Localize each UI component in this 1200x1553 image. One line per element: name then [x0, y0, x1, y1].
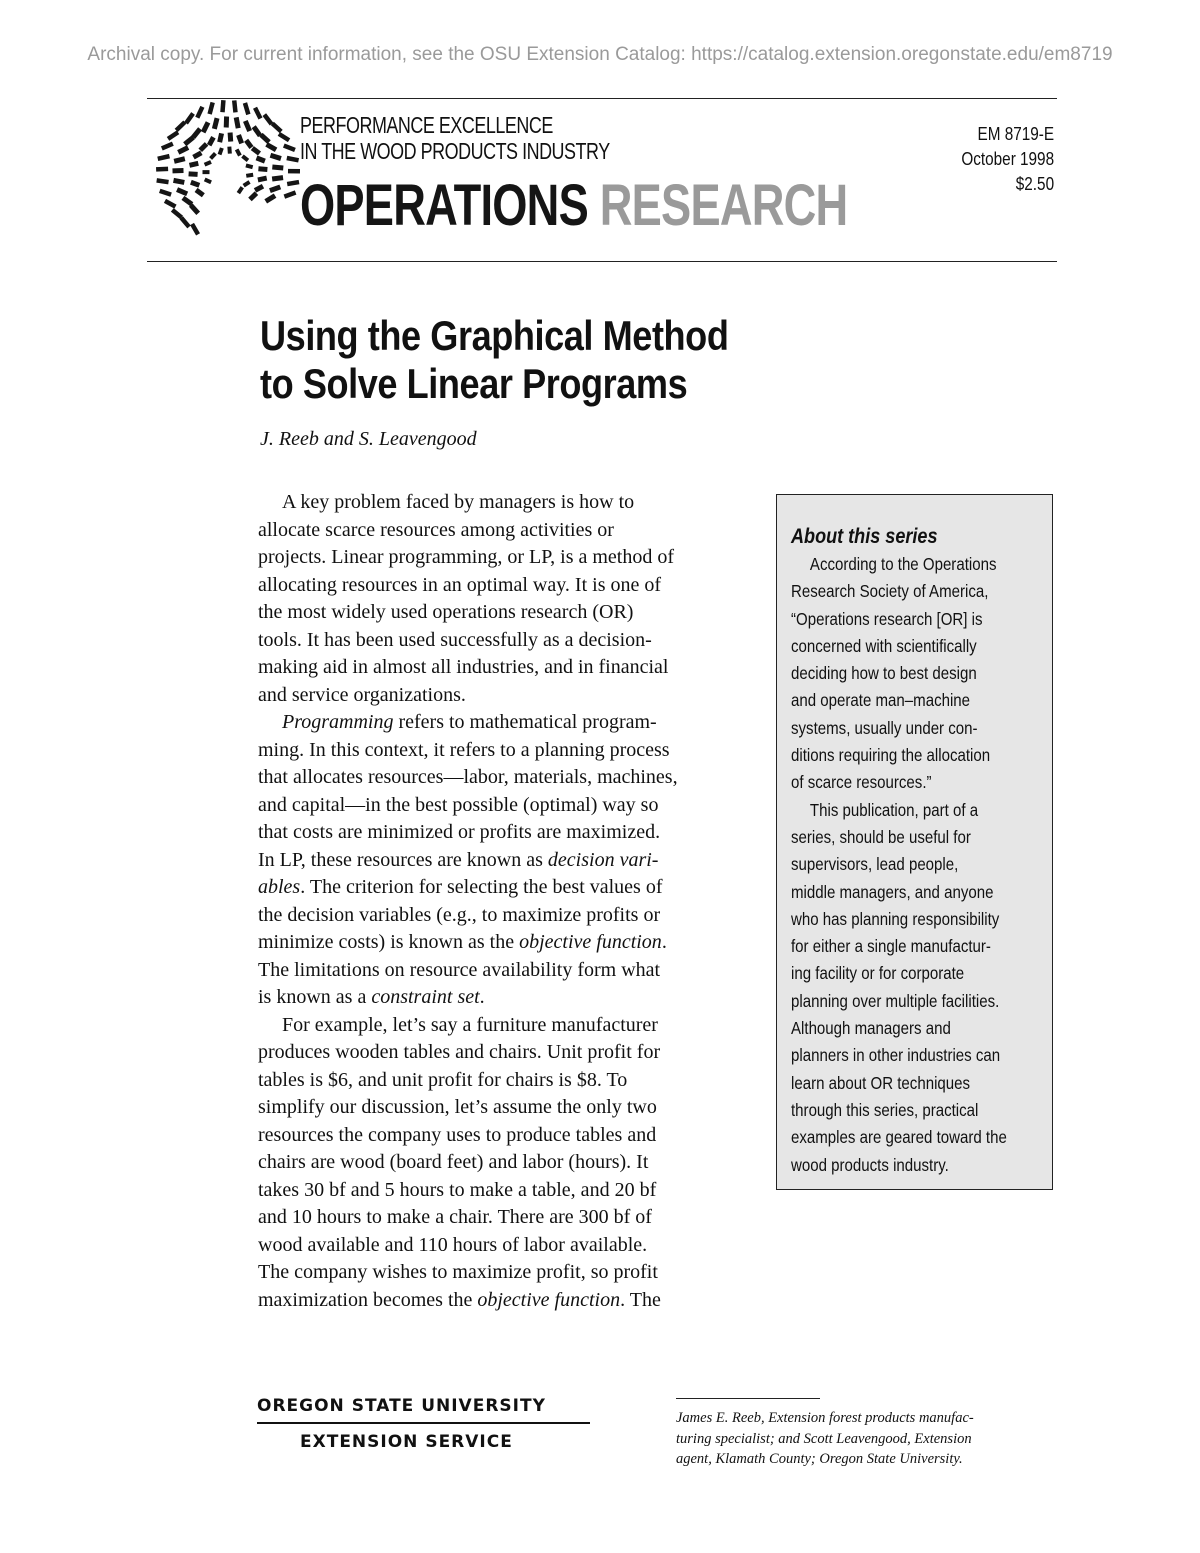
- logo-ray: [176, 187, 188, 196]
- text-line: and 10 hours to make a chair. There are 300 bf of: [258, 1206, 652, 1228]
- logo-ray: [173, 178, 185, 185]
- publication-date: October 1998: [961, 149, 1054, 169]
- logo-ray: [195, 188, 205, 197]
- logo-ray: [251, 146, 261, 155]
- logo-ray: [192, 151, 202, 160]
- text-line: that costs are minimized or profits are maximized.: [258, 821, 661, 843]
- series-logo-icon: [140, 100, 300, 250]
- sidebar-line: middle managers, and anyone: [791, 881, 994, 902]
- text-run: .: [479, 986, 485, 1008]
- sidebar-line: planning over multiple facilities.: [791, 990, 1000, 1011]
- emphasis: decision vari-: [547, 848, 659, 871]
- paragraph-3: [258, 1012, 758, 1040]
- logo-ray: [201, 121, 210, 133]
- logo-ray: [161, 142, 174, 151]
- sidebar-line: This publication, part of a: [809, 799, 979, 820]
- em-number: EM 8719-E: [977, 124, 1054, 144]
- sidebar-line: wood products industry.: [791, 1154, 949, 1175]
- logo-ray: [217, 133, 224, 143]
- text-line: the decision variables (e.g., to maximize profits or: [258, 903, 661, 926]
- sidebar-line: learn about OR techniques: [791, 1072, 971, 1093]
- text-run: maximization becomes the: [258, 1288, 478, 1311]
- logo-ray: [224, 116, 229, 127]
- logo-ray: [164, 199, 177, 209]
- series-name: [300, 112, 610, 164]
- logo-ray: [157, 154, 170, 161]
- text-line: making aid in almost all industries, and in financial: [258, 656, 669, 678]
- logo-ray: [227, 146, 232, 153]
- text-line: ming. In this context, it refers to a planning process: [258, 738, 670, 761]
- logo-ray: [256, 156, 266, 164]
- sidebar-line: planners in other industries can: [791, 1045, 1001, 1066]
- text-line: [258, 929, 758, 957]
- document-title: [260, 312, 728, 408]
- sidebar-line: examples are geared toward the: [791, 1127, 1007, 1148]
- logo-ray: [237, 186, 244, 194]
- logo-ray: [243, 102, 251, 115]
- logo-ray: [209, 152, 217, 160]
- logo-ray: [272, 165, 283, 171]
- logo-ray: [156, 167, 168, 172]
- footnote-line: agent, Klamath County; Oregon State University.: [676, 1451, 963, 1467]
- series-title-research: RESEARCH: [599, 173, 848, 238]
- logo-ray: [258, 166, 267, 172]
- logo-ray: [156, 178, 169, 184]
- series-line-2: IN THE WOOD PRODUCTS INDUSTRY: [300, 138, 610, 164]
- logo-ray: [218, 147, 224, 155]
- footnote-line: turing specialist; and Scott Leavengood, Extension: [676, 1430, 972, 1447]
- logo-ray: [278, 132, 291, 142]
- logo-ray: [180, 216, 191, 228]
- logo-ray: [212, 118, 220, 130]
- text-line: The company wishes to maximize profit, so profit: [258, 1261, 658, 1283]
- logo-ray: [204, 178, 212, 185]
- logo-ray: [189, 161, 199, 168]
- sidebar-line: series, should be useful for: [791, 826, 971, 847]
- logo-ray: [198, 142, 208, 152]
- text-line: and capital—in the best possible (optimal) way so: [258, 793, 659, 816]
- header-bottom-rule: [147, 261, 1057, 262]
- logo-ray: [265, 142, 277, 152]
- emphasis: objective function: [519, 931, 662, 953]
- logo-ray: [207, 136, 216, 146]
- logo-ray: [204, 160, 212, 166]
- sidebar-line: through this series, practical: [791, 1099, 979, 1120]
- text-run: .: [661, 931, 667, 953]
- logo-ray: [263, 113, 274, 125]
- logo-ray: [232, 100, 238, 112]
- text-line: simplify our discussion, let’s assume the only two: [258, 1096, 657, 1118]
- text-run: is known as a: [258, 986, 372, 1008]
- text-line: For example, let’s say a furniture manufacturer: [282, 1013, 658, 1036]
- text-line: tables is $6, and unit profit for chairs is $8. To: [258, 1068, 628, 1091]
- sidebar-line: and operate man–machine: [791, 690, 971, 711]
- text-line: The limitations on resource availability form what: [258, 958, 661, 981]
- text-line: projects. Linear programming, or LP, is a method of: [258, 546, 675, 568]
- text-line: takes 30 bf and 5 hours to make a table, and 20 bf: [258, 1178, 657, 1201]
- series-title: [300, 173, 848, 238]
- text-run: In LP, these resources are known as: [258, 848, 548, 871]
- logo-ray: [270, 153, 282, 161]
- logo-ray: [177, 145, 189, 154]
- text-line: chairs are wood (board feet) and labor (hours). It: [258, 1151, 649, 1173]
- text-line: wood available and 110 hours of labor available.: [258, 1233, 648, 1256]
- osu-name: OREGON STATE UNIVERSITY: [257, 1396, 546, 1416]
- logo-ray: [190, 180, 200, 188]
- logo-ray: [248, 191, 258, 201]
- logo-ray: [257, 176, 267, 183]
- sidebar-line: Research Society of America,: [791, 581, 989, 602]
- text-line: [258, 1287, 758, 1315]
- logo-ray: [190, 223, 200, 236]
- text-line: allocate scarce resources among activities or: [258, 518, 614, 541]
- logo-ray: [271, 122, 283, 133]
- logo-ray: [184, 112, 195, 124]
- logo-ray: [172, 168, 183, 173]
- emphasis: objective function: [477, 1288, 621, 1311]
- text-line: [258, 874, 758, 902]
- logo-ray: [253, 107, 262, 120]
- text-line: the most widely used operations research (OR): [258, 601, 634, 623]
- paragraph-1: [258, 489, 758, 517]
- logo-ray: [272, 175, 284, 181]
- logo-ray: [220, 100, 225, 112]
- text-line: A key problem faced by managers is how to: [282, 491, 635, 513]
- text-line: produces wooden tables and chairs. Unit profit for: [258, 1041, 661, 1063]
- publication-info: [961, 122, 1054, 197]
- logo-ray: [236, 134, 244, 144]
- authors: J. Reeb and S. Leavengood: [260, 428, 477, 450]
- logo-ray: [207, 102, 214, 115]
- text-run: minimize costs) is known as the: [258, 931, 520, 953]
- archival-notice: Archival copy. For current information, see the OSU Extension Catalog: https://catalog.extension.oregonstate.edu/em8719: [87, 44, 1113, 65]
- logo-ray: [288, 169, 300, 174]
- footnote-rule: [676, 1398, 820, 1399]
- title-line-2: to Solve Linear Programs: [260, 360, 688, 407]
- sidebar-line: Although managers and: [791, 1018, 951, 1039]
- logo-ray: [243, 180, 251, 187]
- logo-ray: [175, 120, 187, 132]
- osu-divider: [257, 1422, 590, 1424]
- logo-ray: [283, 143, 296, 152]
- text-line: [258, 984, 758, 1012]
- body-text: [258, 489, 758, 1314]
- sidebar-title: About this series: [791, 525, 938, 548]
- logo-ray: [171, 208, 183, 219]
- logo-ray: [244, 139, 253, 149]
- text-line: [258, 847, 758, 875]
- sidebar-line: “Operations research [OR] is: [791, 608, 983, 629]
- footnote-line: James E. Reeb, Extension forest products manufac-: [676, 1410, 974, 1426]
- text-run: . The: [620, 1288, 661, 1311]
- logo-ray: [246, 173, 254, 178]
- sidebar-line: systems, usually under con-: [791, 717, 978, 738]
- logo-ray: [235, 148, 242, 156]
- text-line: and service organizations.: [258, 683, 466, 706]
- text-run: refers to mathematical program-: [393, 711, 657, 733]
- sidebar-line: supervisors, lead people,: [791, 854, 959, 875]
- series-title-operations: OPERATIONS: [300, 173, 588, 238]
- logo-ray: [228, 132, 234, 141]
- sidebar-line: ing facility or for corporate: [791, 963, 965, 984]
- logo-ray: [188, 171, 197, 177]
- sidebar-line: who has planning responsibility: [791, 908, 1000, 929]
- logo-ray: [234, 117, 241, 129]
- text-line: that allocates resources—labor, materials, machines,: [258, 766, 678, 788]
- paragraph-2: [258, 709, 758, 737]
- header-top-rule: [147, 98, 1057, 99]
- sidebar-line: According to the Operations: [809, 554, 997, 574]
- emphasis: Programming: [282, 711, 394, 733]
- osu-extension: EXTENSION SERVICE: [300, 1432, 513, 1452]
- logo-ray: [269, 185, 281, 193]
- sidebar-content: [791, 523, 1049, 1179]
- publication-price: $2.50: [1015, 174, 1054, 194]
- text-line: tools. It has been used successfully as a decision-: [258, 628, 652, 651]
- logo-ray: [202, 170, 209, 174]
- logo-ray: [254, 184, 264, 193]
- logo-ray: [287, 180, 300, 186]
- sidebar-line: deciding how to best design: [791, 663, 977, 684]
- title-line-1: Using the Graphical Method: [260, 312, 729, 359]
- logo-ray: [167, 130, 179, 140]
- emphasis: ables: [258, 876, 301, 898]
- about-series-sidebar: [776, 494, 1053, 1190]
- logo-ray: [245, 163, 253, 169]
- logo-ray: [195, 106, 204, 119]
- sidebar-line: of scarce resources.”: [791, 772, 932, 793]
- text-run: . The criterion for selecting the best values of: [300, 876, 663, 898]
- logo-ray: [174, 156, 186, 163]
- logo-ray: [284, 190, 297, 198]
- sidebar-line: concerned with scientifically: [791, 635, 977, 656]
- series-line-1: PERFORMANCE EXCELLENCE: [300, 112, 553, 138]
- sidebar-line: for either a single manufactur-: [791, 936, 991, 957]
- logo-ray: [264, 193, 276, 203]
- logo-ray: [241, 155, 249, 162]
- logo-ray: [286, 156, 299, 163]
- sidebar-line: ditions requiring the allocation: [791, 745, 991, 766]
- author-footnote: [676, 1408, 1056, 1470]
- text-line: allocating resources in an optimal way. It is one of: [258, 573, 662, 596]
- logo-ray: [159, 189, 172, 197]
- emphasis: constraint set: [371, 986, 480, 1008]
- logo-ray: [243, 120, 252, 132]
- text-line: [258, 709, 758, 737]
- text-line: resources the company uses to produce tables and: [258, 1123, 657, 1146]
